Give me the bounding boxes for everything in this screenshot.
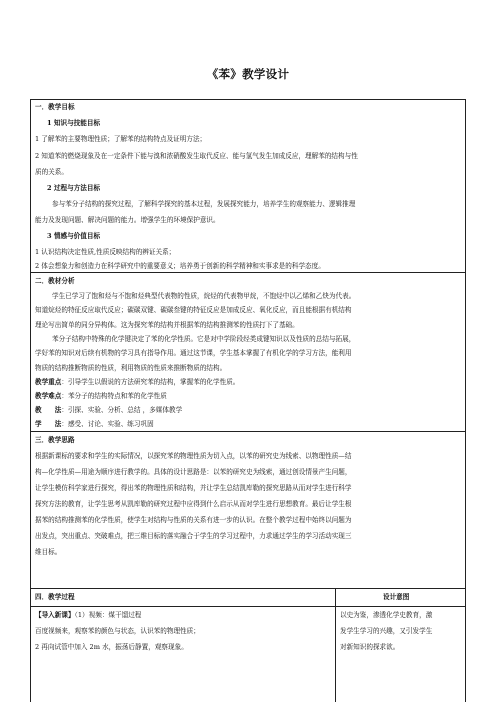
text-line: 维目标。 — [35, 548, 62, 556]
teaching-method-text: ：引探、实验、分析、总结 ，多媒体教学 — [61, 406, 183, 414]
text-line: 学生已学习了饱和烃与不饱和烃典型代表物的性质，烷烃的代表物甲烷，不饱烃中以乙烯和乙炔为代表。 — [52, 292, 356, 300]
intent-line: 发学生学习的兴趣，又引发学生 — [340, 627, 433, 635]
text-line: 2 体会想象力和创造力在科学研究中的重要意义；培养勇于创新的科学精神和实事求是的科学态度。 — [35, 262, 325, 270]
text-line: 物质的结构推断物质的性质，利用物质的性质来推断物质的结构。 — [35, 363, 227, 372]
key-point-text: ：引导学生以假说的方法研究苯的结构，掌握苯的化学性质。 — [61, 378, 240, 386]
key-point-label: 教学重点 — [35, 378, 62, 386]
section-heading: 三．教学思路 — [35, 436, 75, 444]
learning-method-text: ：感受、讨论、实验、练习巩固 — [61, 420, 154, 428]
text-line: 质的关系。 — [35, 168, 68, 176]
subheading: 3 情感与价值目标 — [47, 232, 101, 240]
text-line: 2 再向试管中加入 2m 水，振荡后静置，观察现象。 — [35, 643, 188, 651]
text-line: 探究方法的教育，让学生思考从凯库勒的研究过程中应得到什么启示从而对学生进行思想教育。最后让学生根 — [35, 500, 352, 508]
text-line: 理论写出简单的同分异构体。这为探究苯的结构并根据苯的结构推测苯的性质打下了基础。 — [35, 320, 299, 329]
text-line: 1 认识结构决定性质,性质反映结构的辨证关系； — [35, 248, 176, 256]
page-title: 《苯》教学设计 — [206, 67, 290, 81]
text-line: 根据新课标的要求和学生的实际情况，以探究苯的物理性质为切入点，以苯的研究史为线索、以物理性质—结 — [35, 452, 352, 460]
difficulty-label: 教学难点 — [35, 392, 62, 400]
text-line: 知道烷烃的特征反应取代反应；碳碳双键、碳碳叁键的特征反应是加成反应、氧化反应，而且能根据有机结构 — [35, 306, 352, 315]
learning-method-line — [35, 416, 154, 432]
section-heading: 一．教学目标 — [35, 103, 75, 111]
text-line: 1 了解苯的主要物理性质；了解苯的结构特点及证明方法； — [35, 135, 207, 143]
text-line: 据苯的结构推测苯的化学性质，使学生对结构与性质的关系有进一步的认识。在整个教学过程中始终以问题为 — [35, 516, 352, 524]
section-heading: 二．教材分析 — [35, 277, 75, 285]
intent-line: 对新知识的探求欲。 — [340, 643, 400, 651]
section-heading: 四．教学过程 — [35, 593, 75, 601]
subheading: 1 知识与技能目标 — [47, 119, 101, 127]
intro-text: （1）视频：煤干馏过程 — [74, 611, 142, 619]
text-line: 2 知道苯的燃烧现象及在一定条件下能与溴和浓硝酸发生取代反应、能与氢气发生加成反应，理解苯的结构与性 — [35, 152, 358, 160]
text-line: 苯分子结构中特殊的化学键决定了苯的化学性质。它是对中学阶段经类成键知识以及性质的总结与拓展， — [52, 334, 356, 343]
text-line: 构—化学性质—用途为顺序进行教学的。具体的设计思路是：以苯的研究史为线索，通过创设情景产生问题， — [35, 468, 352, 476]
subheading: 2 过程与方法目标 — [47, 184, 101, 192]
text-line: 能力及发现问题、解决问题的能力。增强学生的环境保护意识。 — [35, 216, 220, 224]
learning-method-label: 学 法 — [35, 420, 62, 428]
text-line: 让学生模仿科学家进行探究，得出苯的物理性质和结构，并让学生总结凯库勒的探究思路从而对学生进行科学 — [35, 484, 352, 492]
column-divider — [335, 588, 336, 702]
text-line: 参与苯分子结构的探究过程，了解科学探究的基本过程，发展探究能力，培养学生的观察能力、逻辑推理 — [52, 200, 356, 208]
text-line: 百度视频来，观察苯的颜色与状态，认识苯的物理性质； — [35, 627, 200, 635]
intro-label: 【导入新课】 — [35, 611, 75, 619]
intent-line: 以史为鉴，渗透化学史教育，激 — [340, 611, 433, 619]
intro-line — [35, 607, 141, 623]
text-line: 学好苯的知识对后续有机物的学习具有指导作用。通过这节课，学生基本掌握了有机化学的学习方法，能利用 — [35, 349, 352, 358]
design-intent-heading: 设计意图 — [383, 593, 410, 601]
teaching-method-label: 教 法 — [35, 406, 62, 414]
difficulty-text: ：苯分子的结构特点和苯的化学性质 — [61, 392, 167, 400]
text-line: 出发点，突出重点、突破难点，把三维目标的落实融合于学生的学习过程中，力求通过学生的学习活动实现三 — [35, 532, 352, 540]
